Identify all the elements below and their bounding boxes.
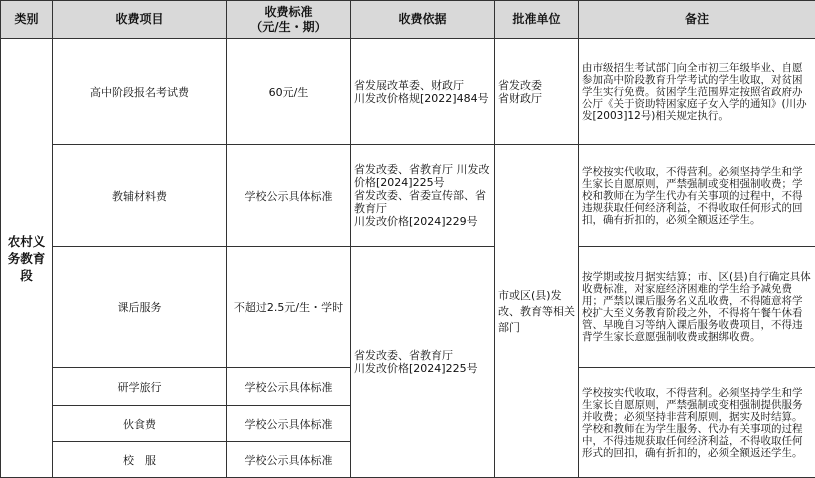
header-basis: 收费依据 bbox=[351, 1, 495, 39]
standard-cell: 学校公示具体标准 bbox=[227, 368, 351, 406]
remark-cell-merged: 学校按实代收取，不得营利。必须坚持学生和学生家长自愿原则，严禁强制或变相强制提供服务并收费；必须坚持非营利原则，据实及时结算。学校和教师在为学生服务、代办有关事项的过程中，不得违规获取任何经济利益，不得收取任何形式的回扣，确有折扣的，必须全额返还学生。 bbox=[579, 368, 815, 478]
standard-cell: 60元/生 bbox=[227, 39, 351, 145]
item-cell: 研学旅行 bbox=[53, 368, 227, 406]
table-header-row bbox=[1, 1, 815, 39]
category-cell: 农村义务教育段 bbox=[1, 39, 53, 478]
basis-cell: 省发改委、省教育厅 川发改价格[2024]225号 省发改委、省委宣传部、省教育厅 川发改价格[2024]229号 bbox=[351, 145, 495, 247]
table-row bbox=[1, 145, 815, 247]
item-cell: 课后服务 bbox=[53, 247, 227, 368]
basis-cell: 省发展改革委、财政厅 川发改价格规[2022]484号 bbox=[351, 39, 495, 145]
item-cell: 教辅材料费 bbox=[53, 145, 227, 247]
standard-cell: 不超过2.5元/生・学时 bbox=[227, 247, 351, 368]
remark-cell: 由市级招生考试部门向全市初三年级毕业、自愿参加高中阶段教育升学考试的学生收取，对贫困学生实行免费。贫困学生范围界定按照省政府办公厅《关于资助特困家庭子女入学的通知》(川办发[2003]12号)相关规定执行。 bbox=[579, 39, 815, 145]
header-category: 类别 bbox=[1, 1, 53, 39]
table-row bbox=[1, 247, 815, 368]
header-item: 收费项目 bbox=[53, 1, 227, 39]
remark-cell: 按学期或按月据实结算；市、区(县)自行确定具体收费标准，对家庭经济困难的学生给予减免费用；严禁以课后服务名义乱收费，不得随意将学校扩大至义务教育阶段之外，不得将午餐午休看管、早晚自习等纳入课后服务收费项目，不得违背学生家长意愿强制收费或捆绑收费。 bbox=[579, 247, 815, 368]
header-remark: 备注 bbox=[579, 1, 815, 39]
table-row bbox=[1, 39, 815, 145]
basis-cell-merged: 省发改委、省教育厅 川发改价格[2024]225号 bbox=[351, 247, 495, 478]
standard-cell: 学校公示具体标准 bbox=[227, 406, 351, 442]
approver-cell-merged: 市或区(县)发改、教育等相关部门 bbox=[495, 145, 579, 478]
standard-cell: 学校公示具体标准 bbox=[227, 145, 351, 247]
remark-cell: 学校按实代收取，不得营利。必须坚持学生和学生家长自愿原则，严禁强制或变相强制收费；学校和教师在为学生代办有关事项的过程中，不得违规获取任何经济利益，不得收取任何形式的回扣，确有折扣的，必须全额返还学生。 bbox=[579, 145, 815, 247]
approver-cell: 省发改委 省财政厅 bbox=[495, 39, 579, 145]
standard-cell: 学校公示具体标准 bbox=[227, 442, 351, 478]
header-standard: 收费标准 （元/生・期） bbox=[227, 1, 351, 39]
item-cell: 校 服 bbox=[53, 442, 227, 478]
item-cell: 高中阶段报名考试费 bbox=[53, 39, 227, 145]
header-approver: 批准单位 bbox=[495, 1, 579, 39]
item-cell: 伙食费 bbox=[53, 406, 227, 442]
